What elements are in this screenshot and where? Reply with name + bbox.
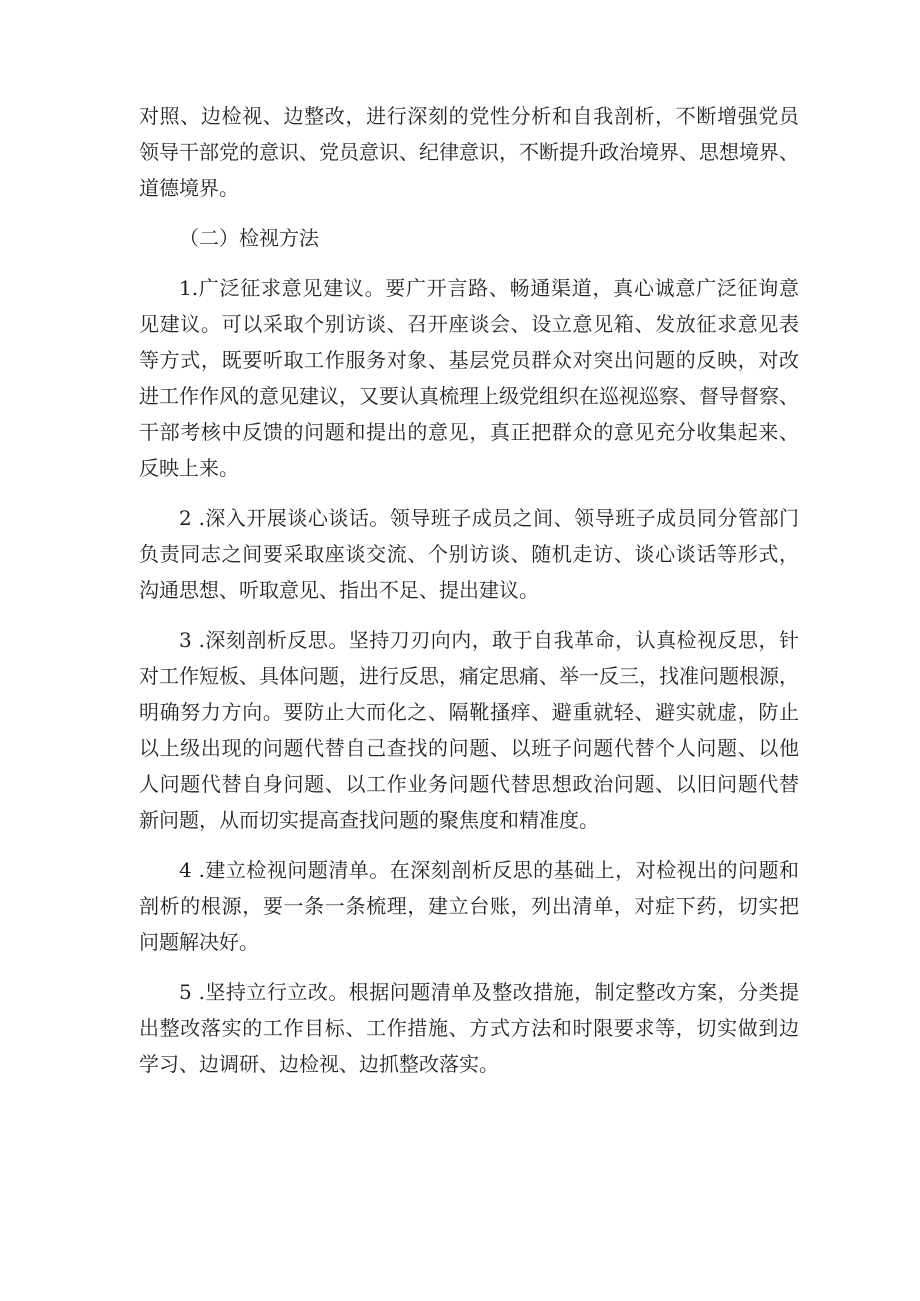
text-line: 问题解决好。 [139,930,259,954]
text-line: 对照、边检视、边整改，进行深刻的党性分析和自我剖析，不断增强党员 [139,104,799,128]
text-line: 剖析的根源，要一条一条梳理，建立台账，列出清单，对症下药，切实把 [139,894,799,918]
text-line: 出整改落实的工作目标、工作措施、方式方法和时限要求等，切实做到边 [139,1016,799,1040]
text-line: 3 .深刻剖析反思。坚持刀刃向内，敢于自我革命，认真检视反思，针 [179,628,799,652]
text-line: 反映上来。 [139,456,239,480]
text-line: 道德境界。 [139,176,239,200]
section-heading-text: （二）检视方法 [179,226,319,250]
section-heading [139,220,799,256]
text-line: 领导干部党的意识、党员意识、纪律意识，不断提升政治境界、思想境界、 [139,140,799,164]
text-line: 进工作作风的意见建议，又要认真梳理上级党组织在巡视巡察、督导督察、 [139,384,799,408]
text-line: 人问题代替自身问题、以工作业务问题代替思想政治问题、以旧问题代替 [139,772,799,796]
text-line: 干部考核中反馈的问题和提出的意见，真正把群众的意见充分收集起来、 [139,420,799,444]
paragraph-item-5 [139,974,799,1082]
text-line: 新问题，从而切实提高查找问题的聚焦度和精准度。 [139,808,599,832]
text-line: 见建议。可以采取个别访谈、召开座谈会、设立意见箱、发放征求意见表 [139,312,799,336]
text-line: 负责同志之间要采取座谈交流、个别访谈、随机走访、谈心谈话等形式， [139,542,799,566]
text-line: 沟通思想、听取意见、指出不足、提出建议。 [139,578,539,602]
text-line: 学习、边调研、边检视、边抓整改落实。 [139,1052,499,1076]
text-line: 以上级出现的问题代替自己查找的问题、以班子问题代替个人问题、以他 [139,736,799,760]
document-body [139,98,799,1096]
paragraph-item-4 [139,852,799,960]
text-line: 2 .深入开展谈心谈话。领导班子成员之间、领导班子成员同分管部门 [179,506,799,530]
paragraph-item-1 [139,270,799,486]
text-line: 4 .建立检视问题清单。在深刻剖析反思的基础上，对检视出的问题和 [179,858,799,882]
text-line: 对工作短板、具体问题，进行反思，痛定思痛、举一反三，找准问题根源， [139,664,799,688]
text-line: 5 .坚持立行立改。根据问题清单及整改措施，制定整改方案，分类提 [179,980,799,1004]
paragraph-item-3 [139,622,799,838]
text-line: 1.广泛征求意见建议。要广开言路、畅通渠道，真心诚意广泛征询意 [179,276,799,300]
paragraph-intro-continuation [139,98,799,206]
text-line: 明确努力方向。要防止大而化之、隔靴搔痒、避重就轻、避实就虚，防止 [139,700,799,724]
paragraph-item-2 [139,500,799,608]
text-line: 等方式，既要听取工作服务对象、基层党员群众对突出问题的反映，对改 [139,348,799,372]
